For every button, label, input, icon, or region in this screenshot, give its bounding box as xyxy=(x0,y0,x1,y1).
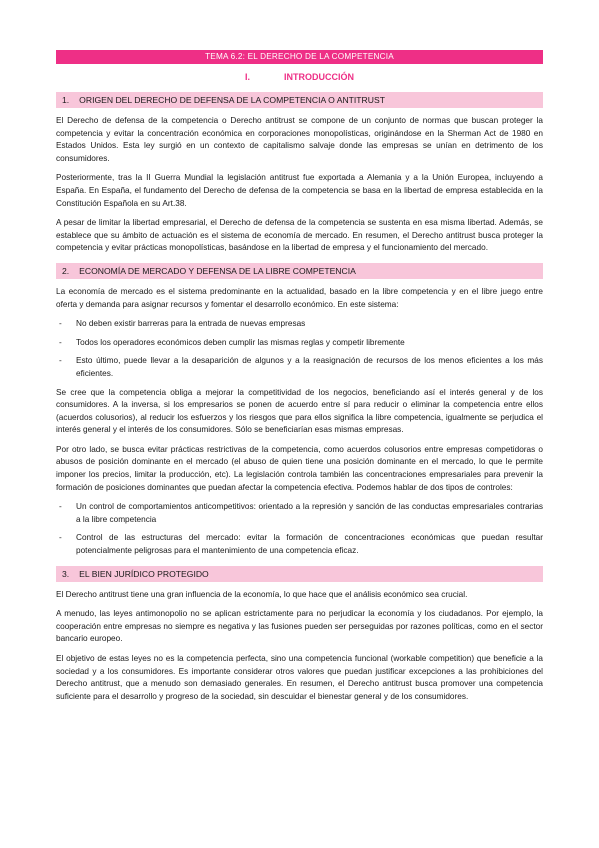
section-heading-economia xyxy=(56,263,543,279)
section-number: 3. xyxy=(62,568,70,579)
intro-number: I. xyxy=(244,72,250,82)
paragraph: El Derecho de defensa de la competencia o Derecho antitrust se compone de un conjunto de normas que buscan proteger la competencia y evitar la concentración económica en corporaciones monopolísticas, originándose en la Sherman Act de 1980 en Estados Unidos. Esta ley surgió en un contexto de capitalismo salvaje donde las empresas se unían en detrimento de los consumidores. xyxy=(56,116,543,163)
section-title: EL BIEN JURÍDICO PROTEGIDO xyxy=(79,568,209,579)
list-item-text: Un control de comportamientos anticompetitivos: orientado a la represión y sanción de las conductas empresariales contrarias a la libre competencia xyxy=(76,502,543,524)
paragraph: Por otro lado, se busca evitar prácticas restrictivas de la competencia, como acuerdos colusorios entre empresas competidoras o abusos de posición dominante en el mercado (el abuso de quien tiene una posición dominante en el mercado, lo que le permite imponer los precios, limitar la producción, etc). La legislación controla también las concentraciones empresariales para prevenir la formación de posiciones dominantes que puedan afectar la competencia efectiva. Podemos hablar de dos tipos de controles: xyxy=(56,444,543,492)
paragraph: A menudo, las leyes antimonopolio no se aplican estrictamente para no perjudicar la economía y los ciudadanos. Por ejemplo, la cooperación entre empresas no siempre es negativa y las fusiones pueden ser perseguidas por razones políticas, como en el sector bancario europeo. xyxy=(56,609,543,644)
section-title: ORIGEN DEL DERECHO DE DEFENSA DE LA COMPETENCIA O ANTITRUST xyxy=(79,95,385,105)
bullet-list xyxy=(56,318,543,380)
document-title: TEMA 6.2: EL DERECHO DE LA COMPETENCIA xyxy=(56,50,543,64)
list-item xyxy=(56,501,543,526)
list-item xyxy=(56,318,543,331)
section-title: ECONOMÍA DE MERCADO Y DEFENSA DE LA LIBRE COMPETENCIA xyxy=(79,265,356,276)
paragraph: El Derecho antitrust tiene una gran influencia de la economía, lo que hace que el análisis económico sea crucial. xyxy=(56,589,468,599)
intro-label: INTRODUCCIÓN xyxy=(284,72,354,82)
paragraph: Se cree que la competencia obliga a mejorar la competitividad de los negocios, beneficiando así el interés general y de los consumidores. A la inversa, si los empresarios se ponen de acuerdo entre sí para reducir o eliminar la competencia entre ellos (acuerdos colusorios), al reducir los esfuerzos y los riesgos que para ellos significa la libre competencia, igualmente se perjudica el interés general y el interés de los consumidores. Sólo se beneficiarían esas mismas empresas. xyxy=(56,387,543,435)
dash-marker: - xyxy=(59,319,62,329)
section-heading-bien-juridico xyxy=(56,566,543,582)
list-item xyxy=(56,355,543,380)
section-number: 1. xyxy=(62,95,70,105)
bullet-list xyxy=(56,501,543,557)
dash-marker: - xyxy=(59,337,62,347)
paragraph: El objetivo de estas leyes no es la competencia perfecta, sino una competencia funcional (workable competition) que beneficie a la sociedad y a los consumidores. Es importante considerar otros valores que puedan justificar excepciones a las prohibiciones del Derecho antitrust, que a menudo son demasiado generales. En resumen, el Derecho antitrust busca promover una competencia suficiente para el desarrollo y progreso de la sociedad, sin descuidar el bienestar general y de los consumidores. xyxy=(56,654,543,701)
paragraph: Posteriormente, tras la II Guerra Mundial la legislación antitrust fue exportada a Alemania y a la Unión Europea, incluyendo a España. En España, el fundamento del Derecho de defensa de la competencia se basa en la libertad de empresa establecida en la Constitución Española en su Art.38. xyxy=(56,173,543,208)
paragraph: A pesar de limitar la libertad empresarial, el Derecho de defensa de la competencia se sustenta en esa misma libertad. Además, se establece que su ámbito de actuación es el sistema de economía de mercado. En resumen, el Derecho antitrust busca proteger la competencia y evitar prácticas monopolísticas, basándose en la libertad de empresa y el funcionamiento del mercado. xyxy=(56,218,543,253)
dash-marker: - xyxy=(59,356,62,366)
section-heading-origen xyxy=(56,92,543,108)
section-number: 2. xyxy=(62,265,70,276)
list-item xyxy=(56,532,543,557)
list-item-text: Esto último, puede llevar a la desaparición de algunos y a la reasignación de recursos de los menos eficientes a los más eficientes. xyxy=(76,356,543,378)
dash-marker: - xyxy=(59,533,62,543)
list-item-text: Todos los operadores económicos deben cumplir las mismas reglas y competir libremente xyxy=(76,337,405,347)
paragraph: La economía de mercado es el sistema predominante en la actualidad, basado en la libre competencia y en el libre juego entre oferta y demanda para asignar recursos y fomentar el desarrollo económico. En este sistema: xyxy=(56,286,543,309)
list-item-text: Control de las estructuras del mercado: evitar la formación de concentraciones económicas que puedan resultar potencialmente peligrosas para el mantenimiento de una competencia eficaz. xyxy=(76,533,543,556)
list-item-text: No deben existir barreras para la entrada de nuevas empresas xyxy=(76,319,306,329)
dash-marker: - xyxy=(59,502,62,512)
list-item xyxy=(56,337,543,350)
intro-heading xyxy=(56,70,543,84)
